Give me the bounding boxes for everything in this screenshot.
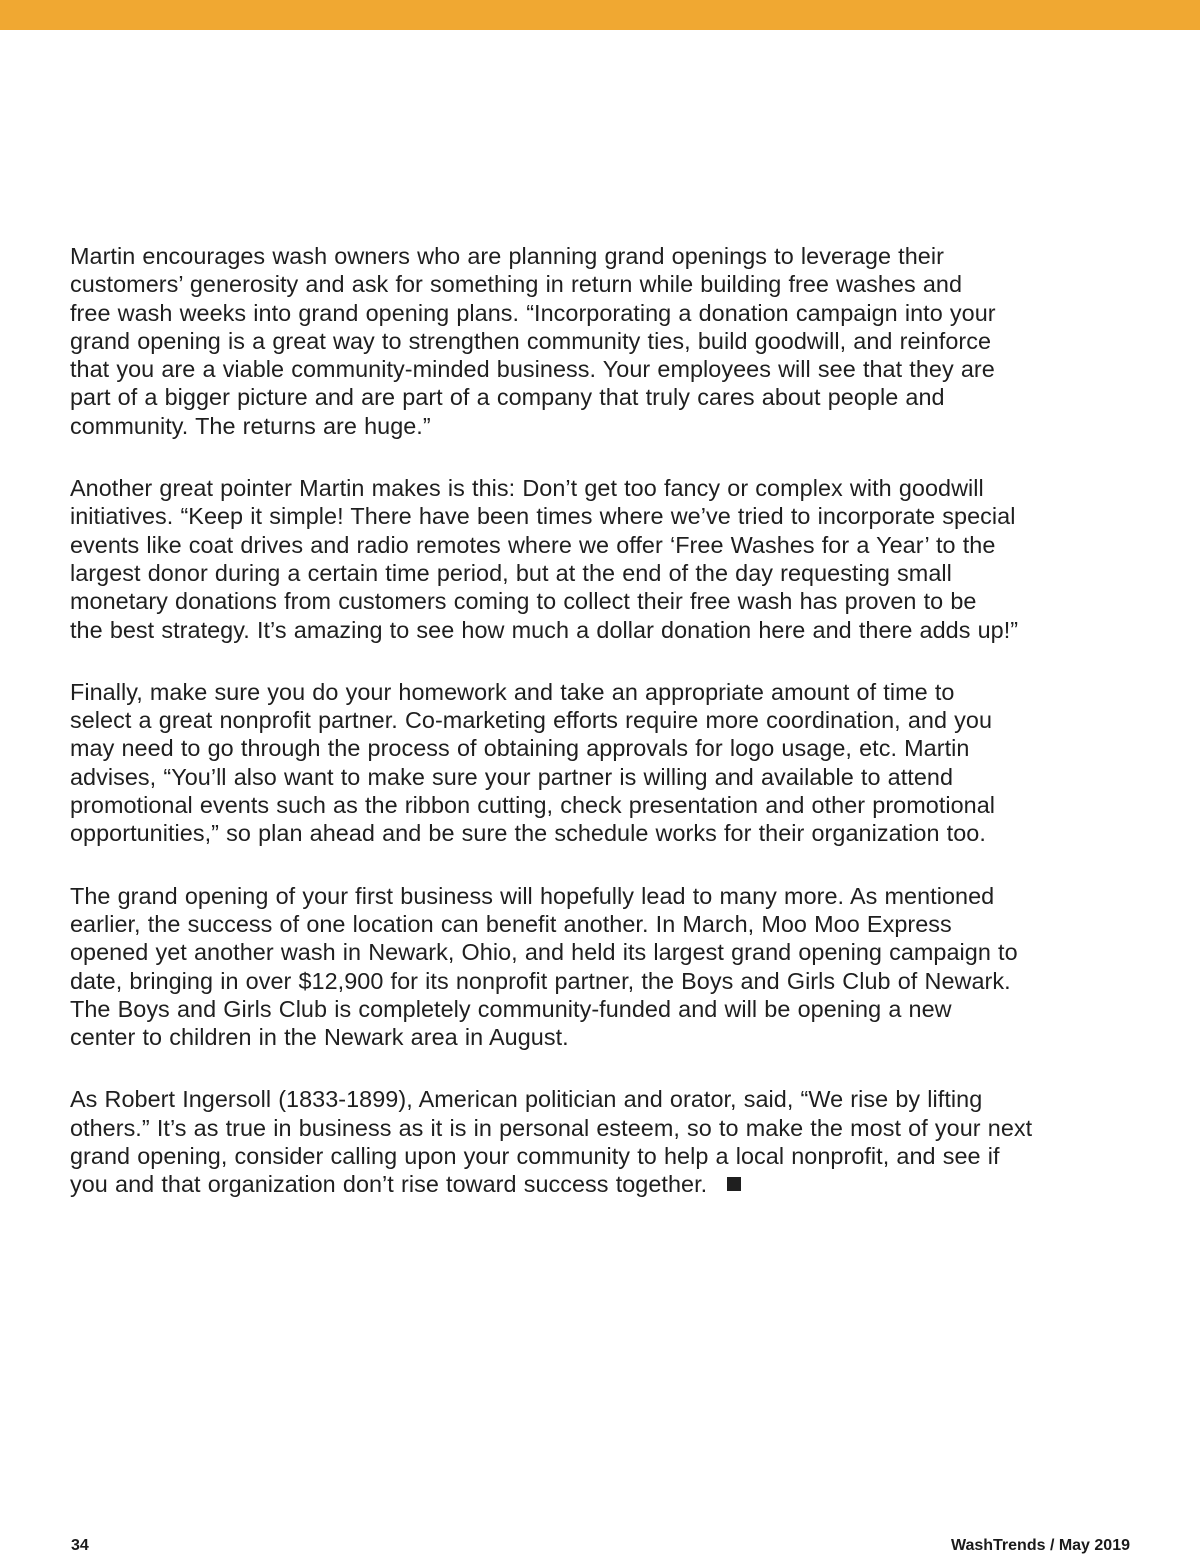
publication-issue: WashTrends / May 2019 <box>950 1537 1130 1554</box>
page-number: 34 <box>71 1537 89 1554</box>
paragraph-1: Martin encourages wash owners who are planning grand openings to leverage their customers’ generosity and ask for something in return while building free washes and free wash weeks into grand opening plans. “Incorporating a donation campaign into your grand opening is a great way to strengthen community ties, build goodwill, and reinforce that you are a viable community-minded business. Your employees will see that they are part of a bigger picture and are part of a company that truly cares about people and community. The returns are huge.” <box>70 243 996 439</box>
article-body <box>70 242 1130 1233</box>
paragraph-4: The grand opening of your first business will hopefully lead to many more. As mentioned earlier, the success of one location can benefit another. In March, Moo Moo Express opened yet another wash in Newark, Ohio, and held its largest grand opening campaign to date, bringing in over $12,900 for its nonprofit partner, the Boys and Girls Club of Newark. The Boys and Girls Club is completely community-funded and will be opening a new center to children in the Newark area in August. <box>70 882 1018 1051</box>
top-accent-bar <box>0 0 1200 30</box>
end-of-article-square-icon <box>727 1177 741 1191</box>
paragraph-3: Finally, make sure you do your homework and take an appropriate amount of time to select a great nonprofit partner. Co-marketing efforts require more coordination, and you may need to go through the process of obtaining approvals for logo usage, etc. Martin advises, “You’ll also want to make sure your partner is willing and available to attend promotional events such as the ribbon cutting, check presentation and other promotional opportunities,” so plan ahead and be sure the schedule works for their organization too. <box>70 678 996 847</box>
paragraph-5-text: As Robert Ingersoll (1833-1899), American politician and orator, said, “We rise by lifting others.” It’s as true in business as it is in personal esteem, so to make the most of your next grand opening, consider calling upon your community to help a local nonprofit, and see if you and that organization don’t rise toward success together. <box>70 1086 1033 1198</box>
paragraph-5 <box>70 1085 1130 1198</box>
paragraph-2: Another great pointer Martin makes is this: Don’t get too fancy or complex with goodwill initiatives. “Keep it simple! There have been times where we’ve tried to incorporate special events like coat drives and radio remotes where we offer ‘Free Washes for a Year’ to the largest donor during a certain time period, but at the end of the day requesting small monetary donations from customers coming to collect their free wash has proven to be the best strategy. It’s amazing to see how much a dollar donation here and there adds up!” <box>70 475 1019 643</box>
